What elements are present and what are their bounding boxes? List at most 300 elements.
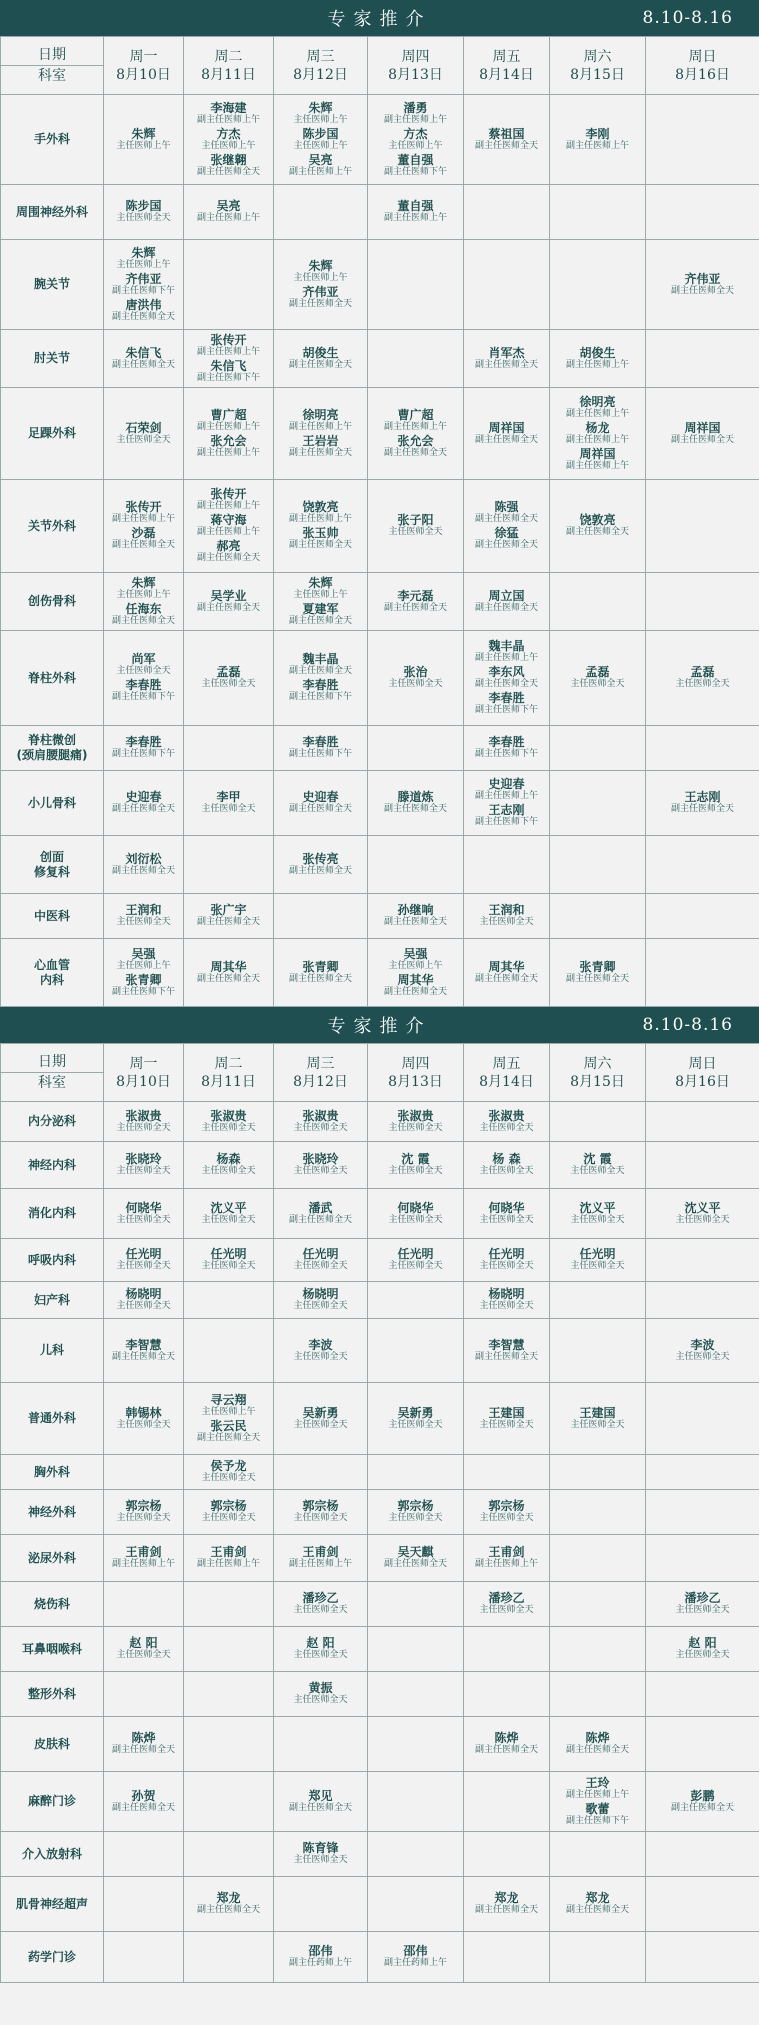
table-row xyxy=(1,1490,759,1535)
schedule-cell xyxy=(646,95,759,185)
doctor-role: 主任医师全天 xyxy=(116,1513,171,1523)
table-row xyxy=(1,1627,759,1672)
schedule-cell xyxy=(104,894,184,939)
doctor-entry xyxy=(274,1338,367,1364)
doctor-name: 任光明 xyxy=(488,1247,525,1261)
doctor-role: 主任医师全天 xyxy=(479,917,534,927)
dept-name: 烧伤科 xyxy=(1,1582,104,1627)
doctor-name: 郑龙 xyxy=(585,1891,610,1905)
doctor-role: 主任医师上午 xyxy=(388,960,443,971)
schedule-cell xyxy=(464,1490,550,1535)
section-banner xyxy=(0,1007,759,1043)
doctor-name: 孟磊 xyxy=(690,665,715,679)
schedule-cell xyxy=(646,631,759,726)
schedule-cell xyxy=(464,1535,550,1582)
doctor-entry xyxy=(464,1591,549,1617)
schedule-cell xyxy=(184,1383,274,1455)
dept-name: 内分泌科 xyxy=(1,1102,104,1142)
schedule-cell xyxy=(550,1319,646,1383)
doctor-name: 李春胜 xyxy=(302,735,339,749)
doctor-name: 侯予龙 xyxy=(210,1459,247,1473)
day-name: 周五 xyxy=(492,48,521,65)
doctor-entry xyxy=(368,1406,463,1432)
doctor-name: 王润和 xyxy=(125,903,162,917)
schedule-cell xyxy=(550,330,646,388)
schedule-cell xyxy=(368,1877,464,1932)
schedule-cell xyxy=(274,1319,368,1383)
doctor-entry xyxy=(104,526,183,552)
doctor-entry xyxy=(274,259,367,285)
day-date: 8月10日 xyxy=(116,66,171,83)
doctor-entry xyxy=(464,1201,549,1227)
schedule-cell xyxy=(104,1672,184,1717)
doctor-role: 副主任医师上午 xyxy=(288,1559,352,1569)
day-name: 周三 xyxy=(306,48,335,65)
doctor-entry xyxy=(104,1338,183,1364)
doctor-entry xyxy=(368,903,463,929)
date-range: 8.10-8.16 xyxy=(642,8,733,28)
doctor-entry xyxy=(464,665,549,691)
schedule-cell xyxy=(368,1319,464,1383)
doctor-entry xyxy=(104,678,183,704)
schedule-cell xyxy=(184,1102,274,1142)
schedule-cell xyxy=(104,1582,184,1627)
doctor-name: 周祥国 xyxy=(488,420,525,435)
table-row xyxy=(1,1672,759,1717)
day-header xyxy=(104,1044,184,1102)
doctor-entry xyxy=(464,1247,549,1273)
doctor-name: 王甫剑 xyxy=(302,1545,339,1559)
doctor-entry xyxy=(464,1545,549,1571)
doctor-name: 孟磊 xyxy=(216,665,241,679)
doctor-name: 陈烨 xyxy=(585,1731,610,1745)
doctor-role: 副主任医师全天 xyxy=(196,973,260,984)
schedule-cell xyxy=(464,1383,550,1455)
schedule-cell xyxy=(274,1627,368,1672)
schedule-cell xyxy=(184,894,274,939)
doctor-name: 沈义平 xyxy=(579,1200,616,1215)
schedule-cell xyxy=(368,631,464,726)
doctor-entry xyxy=(274,602,367,628)
doctor-entry xyxy=(104,1201,183,1227)
doctor-name: 郭宗杨 xyxy=(488,1499,525,1513)
dept-name: 关节外科 xyxy=(1,480,104,573)
doctor-entry xyxy=(104,852,183,878)
doctor-entry xyxy=(104,790,183,816)
doctor-name: 朱辉 xyxy=(308,575,333,590)
schedule-cell xyxy=(550,1627,646,1672)
doctor-role: 副主任医师下午 xyxy=(196,372,260,383)
doctor-name: 杨龙 xyxy=(585,420,610,435)
doctor-entry xyxy=(274,1545,367,1571)
doctor-name: 周其华 xyxy=(488,959,525,974)
doctor-entry xyxy=(646,665,759,691)
header-row xyxy=(1,37,759,95)
doctor-entry xyxy=(368,434,463,460)
doctor-role: 副主任医师上午 xyxy=(196,421,260,432)
doctor-name: 曹广超 xyxy=(397,407,434,422)
doctor-name: 张允会 xyxy=(397,433,434,448)
doctor-entry xyxy=(274,652,367,678)
doctor-name: 何晓华 xyxy=(488,1200,525,1215)
dept-name: 泌尿外科 xyxy=(1,1535,104,1582)
doctor-role: 主任医师全天 xyxy=(388,1261,443,1271)
doctor-entry xyxy=(104,272,183,298)
doctor-entry xyxy=(184,1201,273,1227)
doctor-name: 黄振 xyxy=(308,1681,333,1695)
doctor-role: 副主任医师全天 xyxy=(565,1905,629,1915)
doctor-name: 郭宗杨 xyxy=(125,1499,162,1513)
schedule-cell xyxy=(550,1717,646,1772)
day-name: 周二 xyxy=(214,48,243,65)
schedule-cell xyxy=(368,1239,464,1282)
doctor-role: 主任医师上午 xyxy=(293,589,348,600)
header-dept-label: 科室 xyxy=(38,68,66,84)
doctor-role: 副主任医师全天 xyxy=(670,285,734,296)
schedule-cell xyxy=(368,1717,464,1772)
schedule-cell xyxy=(646,388,759,480)
doctor-entry xyxy=(464,735,549,761)
doctor-name: 李春胜 xyxy=(488,735,525,749)
doctor-role: 副主任医师全天 xyxy=(288,359,352,370)
doctor-role: 主任医师上午 xyxy=(116,960,171,971)
doctor-entry xyxy=(368,947,463,973)
doctor-name: 刘衍松 xyxy=(125,851,162,866)
schedule-cell xyxy=(550,1142,646,1189)
doctor-role: 主任医师全天 xyxy=(293,1650,348,1660)
schedule-cell xyxy=(274,1189,368,1239)
doctor-entry xyxy=(104,1499,183,1525)
doctor-entry xyxy=(274,408,367,434)
table-row xyxy=(1,1832,759,1877)
doctor-name: 张晓玲 xyxy=(125,1152,162,1166)
doctor-entry xyxy=(104,735,183,761)
schedule-cell xyxy=(646,480,759,573)
doctor-name: 杨森 xyxy=(216,1152,241,1166)
doctor-name: 吴学业 xyxy=(210,588,247,603)
doctor-name: 潘珍乙 xyxy=(488,1591,525,1605)
schedule-cell xyxy=(184,1455,274,1490)
doctor-role: 副主任药师上午 xyxy=(288,1958,352,1968)
doctor-name: 王志刚 xyxy=(488,803,525,817)
doctor-name: 沈义平 xyxy=(684,1200,721,1215)
doctor-name: 吴亮 xyxy=(308,152,333,167)
schedule-cell xyxy=(550,631,646,726)
doctor-entry xyxy=(464,421,549,447)
schedule-cell xyxy=(464,330,550,388)
doctor-role: 主任医师全天 xyxy=(570,1261,625,1271)
schedule-cell xyxy=(274,771,368,836)
doctor-name: 唐洪伟 xyxy=(125,297,162,312)
doctor-role: 副主任医师下午 xyxy=(111,285,175,296)
day-header xyxy=(646,37,759,95)
doctor-role: 副主任医师上午 xyxy=(288,166,352,177)
doctor-entry xyxy=(550,1802,645,1828)
doctor-name: 郑龙 xyxy=(216,1891,241,1905)
schedule-cell xyxy=(464,1142,550,1189)
schedule-cell xyxy=(550,1490,646,1535)
doctor-role: 副主任医师全天 xyxy=(474,1745,538,1755)
dept-name: 耳鼻咽喉科 xyxy=(1,1627,104,1672)
schedule-cell xyxy=(646,939,759,1007)
schedule-cell xyxy=(464,1627,550,1672)
doctor-entry xyxy=(274,1841,367,1867)
doctor-name: 潘珍乙 xyxy=(302,1591,339,1605)
doctor-name: 孙贺 xyxy=(131,1788,156,1803)
doctor-name: 吴亮 xyxy=(216,199,241,213)
doctor-name: 李波 xyxy=(308,1337,333,1352)
doctor-role: 副主任医师全天 xyxy=(670,1802,734,1813)
doctor-role: 副主任医师上午 xyxy=(565,140,629,151)
doctor-entry xyxy=(274,735,367,761)
doctor-name: 张淑贵 xyxy=(397,1108,434,1123)
doctor-name: 李海建 xyxy=(210,100,247,115)
doctor-name: 朱辉 xyxy=(308,258,333,273)
schedule-cell xyxy=(646,836,759,894)
header-date-label: 日期 xyxy=(1,1052,103,1073)
doctor-name: 杨晓明 xyxy=(125,1287,162,1301)
doctor-role: 主任医师全天 xyxy=(479,1261,534,1271)
schedule-cell xyxy=(184,1877,274,1932)
doctor-entry xyxy=(104,500,183,526)
schedule-cell xyxy=(550,1455,646,1490)
schedule-cell xyxy=(646,1282,759,1319)
doctor-entry xyxy=(274,678,367,704)
doctor-entry xyxy=(104,947,183,973)
table-row xyxy=(1,1189,759,1239)
doctor-name: 张传开 xyxy=(125,500,162,514)
dept-name: 肘关节 xyxy=(1,330,104,388)
schedule-cell xyxy=(550,1535,646,1582)
doctor-name: 周立国 xyxy=(488,588,525,603)
header-date-label: 日期 xyxy=(1,45,103,66)
doctor-entry xyxy=(274,434,367,460)
doctor-role: 副主任医师上午 xyxy=(565,1789,629,1800)
schedule-cell xyxy=(464,836,550,894)
doctor-entry xyxy=(184,1247,273,1273)
doctor-role: 主任医师全天 xyxy=(388,679,443,689)
doctor-entry xyxy=(368,101,463,127)
doctor-name: 李春胜 xyxy=(125,678,162,692)
schedule-cell xyxy=(368,1383,464,1455)
doctor-role: 主任医师全天 xyxy=(293,1166,348,1176)
doctor-entry xyxy=(550,1731,645,1757)
schedule-cell xyxy=(274,1239,368,1282)
doctor-name: 任光明 xyxy=(125,1247,162,1261)
doctor-entry xyxy=(274,1944,367,1970)
day-header xyxy=(274,37,368,95)
doctor-role: 主任医师全天 xyxy=(201,1261,256,1271)
table-row xyxy=(1,480,759,573)
schedule-cell xyxy=(550,894,646,939)
doctor-entry xyxy=(464,500,549,526)
doctor-entry xyxy=(184,539,273,565)
doctor-name: 陈烨 xyxy=(131,1731,156,1745)
schedule-cell xyxy=(550,836,646,894)
schedule-cell xyxy=(184,388,274,480)
doctor-entry xyxy=(184,101,273,127)
doctor-entry xyxy=(368,973,463,999)
doctor-role: 主任医师全天 xyxy=(675,1351,730,1362)
doctor-entry xyxy=(550,395,645,421)
doctor-role: 主任医师全天 xyxy=(116,1301,171,1311)
schedule-cell xyxy=(104,1772,184,1832)
doctor-role: 主任医师全天 xyxy=(201,1166,256,1176)
date-range: 8.10-8.16 xyxy=(642,1015,733,1035)
doctor-name: 郭宗杨 xyxy=(302,1499,339,1513)
schedule-cell xyxy=(646,1102,759,1142)
doctor-role: 副主任医师上午 xyxy=(383,421,447,432)
schedule-cell xyxy=(104,939,184,1007)
schedule-cell xyxy=(464,573,550,631)
doctor-name: 李波 xyxy=(690,1337,715,1352)
doctor-entry xyxy=(184,1152,273,1178)
doctor-entry xyxy=(550,665,645,691)
dept-name: 心血管 内科 xyxy=(1,939,104,1007)
schedule-cell xyxy=(368,771,464,836)
schedule-cell xyxy=(368,95,464,185)
doctor-entry xyxy=(274,576,367,602)
schedule-cell xyxy=(184,631,274,726)
doctor-name: 陈烨 xyxy=(494,1731,519,1745)
schedule-cell xyxy=(464,1582,550,1627)
schedule-cell xyxy=(184,1717,274,1772)
doctor-role: 副主任医师全天 xyxy=(111,1745,175,1755)
schedule-cell xyxy=(104,1490,184,1535)
doctor-name: 张玉帅 xyxy=(302,526,339,540)
doctor-role: 副主任医师全天 xyxy=(288,1802,352,1813)
schedule-cell xyxy=(184,1319,274,1383)
doctor-role: 副主任医师下午 xyxy=(111,986,175,997)
doctor-entry xyxy=(274,1287,367,1313)
doctor-role: 副主任医师下午 xyxy=(474,817,538,827)
doctor-role: 主任医师全天 xyxy=(116,1166,171,1176)
schedule-cell xyxy=(368,1142,464,1189)
doctor-entry xyxy=(368,199,463,225)
doctor-role: 副主任医师全天 xyxy=(111,1802,175,1813)
doctor-role: 主任医师全天 xyxy=(116,1650,171,1660)
doctor-role: 主任医师全天 xyxy=(293,1261,348,1271)
table-row xyxy=(1,1282,759,1319)
doctor-entry xyxy=(104,1636,183,1662)
schedule-cell xyxy=(646,1383,759,1455)
doctor-role: 主任医师全天 xyxy=(388,1214,443,1225)
dept-name: 神经内科 xyxy=(1,1142,104,1189)
schedule-cell xyxy=(104,480,184,573)
doctor-entry xyxy=(274,500,367,526)
doctor-role: 副主任医师全天 xyxy=(288,540,352,550)
schedule-cell xyxy=(550,95,646,185)
doctor-name: 尚军 xyxy=(131,652,156,666)
doctor-entry xyxy=(184,513,273,539)
doctor-name: 陈强 xyxy=(494,500,519,514)
doctor-entry xyxy=(184,333,273,359)
dept-name: 儿科 xyxy=(1,1319,104,1383)
doctor-name: 张晓玲 xyxy=(302,1152,339,1166)
doctor-name: 何晓华 xyxy=(397,1200,434,1215)
schedule-cell xyxy=(184,1627,274,1672)
schedule-cell xyxy=(104,771,184,836)
doctor-role: 主任医师全天 xyxy=(201,679,256,689)
doctor-role: 副主任医师全天 xyxy=(288,804,352,814)
doctor-entry xyxy=(104,421,183,447)
doctor-role: 主任医师全天 xyxy=(116,213,171,223)
doctor-name: 王岩岩 xyxy=(302,433,339,448)
doctor-entry xyxy=(646,790,759,816)
header-row xyxy=(1,1044,759,1102)
schedule-cell xyxy=(464,771,550,836)
doctor-entry xyxy=(550,1201,645,1227)
doctor-entry xyxy=(104,1731,183,1757)
doctor-role: 副主任医师下午 xyxy=(383,166,447,177)
table-row xyxy=(1,1142,759,1189)
doctor-entry xyxy=(368,1499,463,1525)
doctor-role: 主任医师上午 xyxy=(116,259,171,270)
doctor-role: 副主任医师全天 xyxy=(670,804,734,814)
schedule-cell xyxy=(368,573,464,631)
doctor-name: 吴新勇 xyxy=(397,1405,434,1420)
table-row xyxy=(1,240,759,330)
doctor-name: 张传开 xyxy=(210,487,247,501)
schedule-cell xyxy=(646,894,759,939)
doctor-role: 主任医师全天 xyxy=(201,1214,256,1225)
doctor-role: 主任医师全天 xyxy=(570,1419,625,1430)
doctor-entry xyxy=(646,1591,759,1617)
doctor-entry xyxy=(274,346,367,372)
doctor-name: 朱信飞 xyxy=(125,345,162,360)
doctor-role: 副主任医师上午 xyxy=(288,421,352,432)
doctor-role: 副主任医师上午 xyxy=(196,114,260,125)
doctor-entry xyxy=(464,1109,549,1135)
day-date: 8月11日 xyxy=(201,1073,256,1090)
doctor-entry xyxy=(550,1152,645,1178)
doctor-name: 张青卿 xyxy=(302,959,339,974)
day-date: 8月15日 xyxy=(570,66,625,83)
schedule-cell xyxy=(464,1932,550,1983)
schedule-cell xyxy=(646,1239,759,1282)
day-date: 8月16日 xyxy=(675,66,730,83)
doctor-entry xyxy=(104,973,183,999)
schedule-cell xyxy=(464,480,550,573)
doctor-role: 主任医师全天 xyxy=(293,1122,348,1133)
schedule-cell xyxy=(646,726,759,771)
doctor-role: 主任医师上午 xyxy=(293,272,348,283)
table-row xyxy=(1,631,759,726)
day-date: 8月14日 xyxy=(479,66,534,83)
dept-name: 腕关节 xyxy=(1,240,104,330)
schedule-cell xyxy=(646,1189,759,1239)
doctor-entry xyxy=(368,513,463,539)
schedule-cell xyxy=(274,1877,368,1932)
doctor-entry xyxy=(550,421,645,447)
doctor-name: 朱辉 xyxy=(131,575,156,590)
doctor-entry xyxy=(184,903,273,929)
doctor-name: 韩锡林 xyxy=(125,1405,162,1420)
doctor-role: 副主任医师全天 xyxy=(196,166,260,177)
doctor-role: 主任医师全天 xyxy=(116,1214,171,1225)
doctor-entry xyxy=(646,1789,759,1815)
doctor-role: 副主任医师下午 xyxy=(111,692,175,702)
doctor-role: 副主任医师下午 xyxy=(111,749,175,759)
doctor-name: 胡俊生 xyxy=(302,345,339,360)
doctor-role: 副主任医师上午 xyxy=(565,434,629,445)
doctor-role: 副主任医师全天 xyxy=(288,865,352,876)
doctor-name: 徐明亮 xyxy=(579,394,616,409)
day-header xyxy=(368,1044,464,1102)
doctor-entry xyxy=(550,1776,645,1802)
doctor-role: 副主任医师全天 xyxy=(383,1559,447,1569)
doctor-role: 主任医师上午 xyxy=(388,140,443,151)
